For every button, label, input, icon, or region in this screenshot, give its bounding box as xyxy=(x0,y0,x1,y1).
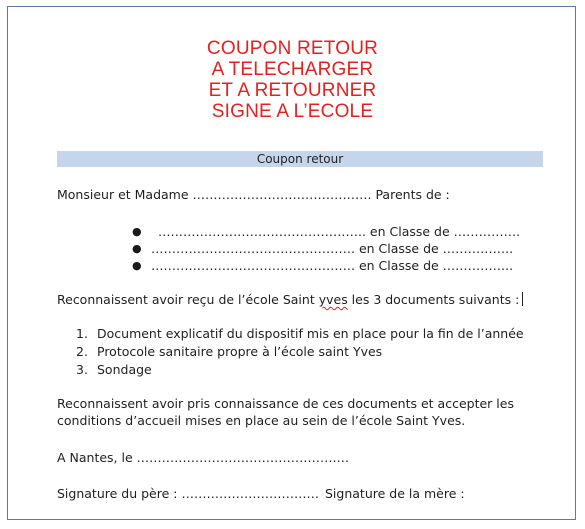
father-signature-line: Signature du père : …………………………… xyxy=(57,486,319,501)
text-cursor xyxy=(522,292,523,306)
place-date-line: A Nantes, le …………………………………………… xyxy=(57,450,350,465)
list-item-number: 1. xyxy=(76,326,88,341)
received-documents-line xyxy=(57,292,523,307)
bullet-icon: ● xyxy=(132,259,142,272)
child-line: ………………………………………….. en Classe de ……………. xyxy=(158,224,521,239)
title-line: A TELECHARGER xyxy=(211,59,374,80)
list-item-number: 3. xyxy=(76,362,88,377)
coupon-retour-banner: Coupon retour xyxy=(57,151,543,167)
document-title xyxy=(0,38,585,122)
mother-signature-line: Signature de la mère : xyxy=(325,486,465,501)
list-item-number: 2. xyxy=(76,344,88,359)
list-item: Document explicatif du dispositif mis en place pour la fin de l’année xyxy=(97,326,524,341)
child-line: …………………………………………. en Classe de …………….. xyxy=(151,258,514,273)
conditions-line: Reconnaissent avoir pris connaissance de ces documents et accepter les xyxy=(57,396,514,411)
bullet-icon: ● xyxy=(132,225,142,238)
title-line: ET A RETOURNER xyxy=(208,80,377,101)
list-item: Sondage xyxy=(97,362,152,377)
bullet-icon: ● xyxy=(132,242,142,255)
misspelled-word: yves xyxy=(318,292,348,307)
title-line: COUPON RETOUR xyxy=(206,38,379,59)
title-line: SIGNE A L’ECOLE xyxy=(211,101,374,122)
conditions-line: conditions d’accueil mises en place au sein de l’école Saint Yves. xyxy=(57,413,466,428)
child-line: …………………………………………. en Classe de …………….. xyxy=(151,241,514,256)
parents-line: Monsieur et Madame ……………………………………. Parents de : xyxy=(57,187,450,202)
list-item: Protocole sanitaire propre à l’école saint Yves xyxy=(97,344,383,359)
received-text-prefix: Reconnaissent avoir reçu de l’école Saint xyxy=(57,292,319,307)
received-text-suffix: les 3 documents suivants : xyxy=(347,292,520,307)
